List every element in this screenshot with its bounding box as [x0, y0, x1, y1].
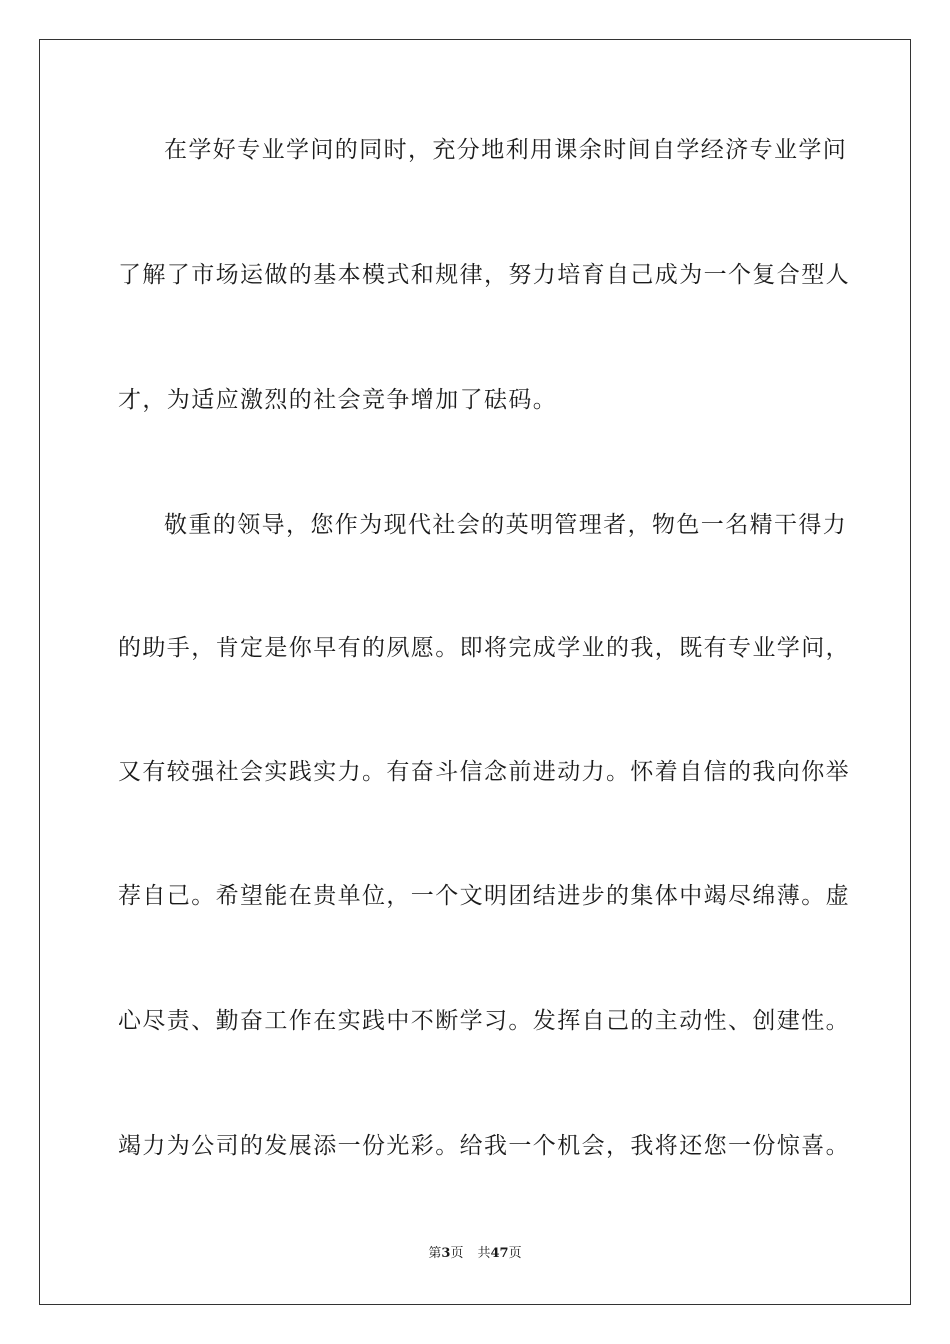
paragraph-2-line-5: 心尽责、勤奋工作在实践中不断学习。发挥自己的主动性、创建性。: [118, 1008, 850, 1034]
total-suffix: 页: [508, 1246, 522, 1261]
paragraph-2-line-3: 又有较强社会实践实力。有奋斗信念前进动力。怀着自信的我向你举: [118, 759, 850, 785]
page-prefix: 第: [428, 1246, 442, 1261]
paragraph-2-line-4: 荐自己。希望能在贵单位，一个文明团结进步的集体中竭尽绵薄。虚: [118, 883, 850, 909]
paragraph-2-line-6: 竭力为公司的发展添一份光彩。给我一个机会，我将还您一份惊喜。: [118, 1133, 850, 1159]
paragraph-1-line-1: 在学好专业学问的同时，充分地利用课余时间自学经济专业学问: [164, 137, 848, 163]
paragraph-1-line-2: 了解了市场运做的基本模式和规律，努力培育自己成为一个复合型人: [118, 262, 850, 288]
paragraph-2-line-1: 敬重的领导，您作为现代社会的英明管理者，物色一名精干得力: [164, 512, 848, 538]
page-number: 3: [441, 1246, 451, 1261]
page-footer: [0, 1245, 950, 1263]
paragraph-1-line-3: 才，为适应激烈的社会竞争增加了砝码。: [118, 387, 558, 413]
page-suffix: 页: [450, 1246, 464, 1261]
page-border: [39, 39, 911, 1305]
paragraph-2-line-2: 的助手，肯定是你早有的夙愿。即将完成学业的我，既有专业学问，: [118, 635, 850, 661]
total-prefix: 共: [477, 1246, 491, 1261]
total-pages: 47: [490, 1246, 509, 1261]
